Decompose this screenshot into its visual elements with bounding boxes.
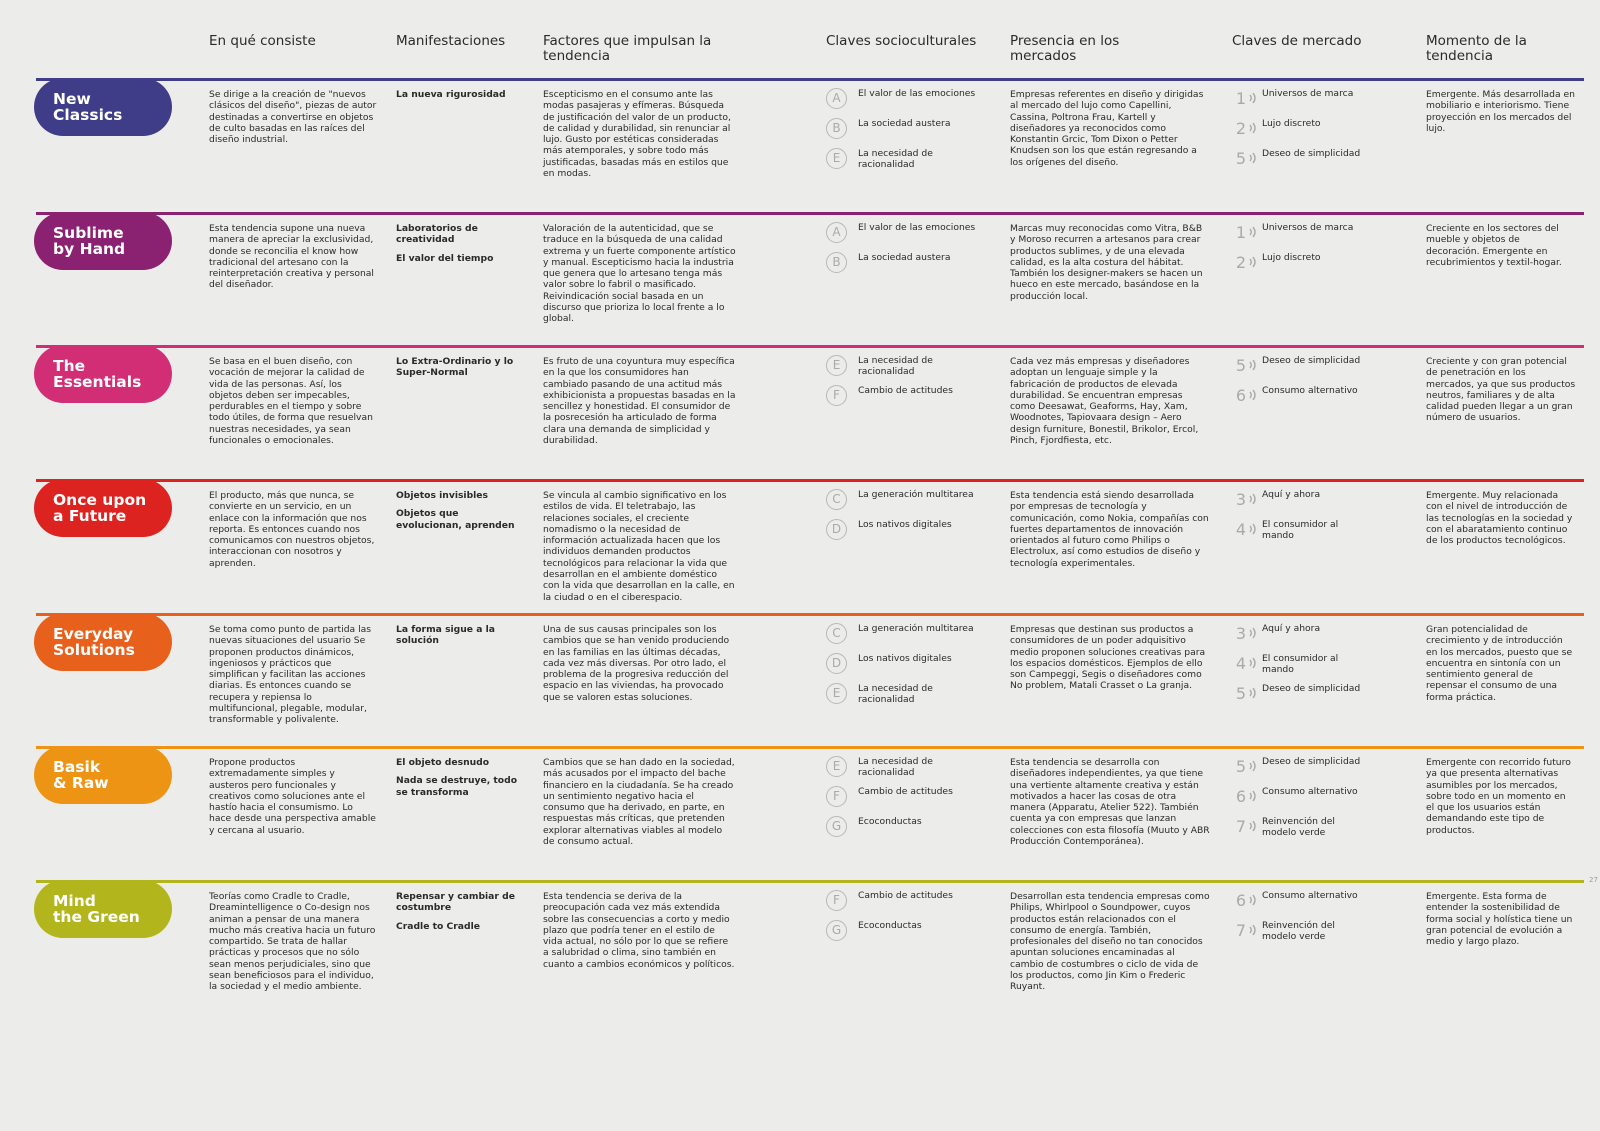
- trend-momento: Emergente. Esta forma de entender la sostenibilidad de forma social y holística tiene un gran potencial de evolución a medio y largo plazo.: [1426, 891, 1573, 948]
- row-divider: [36, 479, 1584, 482]
- key-letter-icon: E: [826, 355, 847, 376]
- manifestacion-item: Repensar y cambiar de costumbre: [396, 891, 515, 914]
- manifestacion-item: Lo Extra-Ordinario y lo Super-Normal: [396, 356, 514, 379]
- key-label: Los nativos digitales: [858, 519, 952, 530]
- key-letter-icon: C: [826, 489, 847, 510]
- signal-waves-icon: [1248, 224, 1260, 244]
- market-key-label: Deseo de simplicidad: [1262, 355, 1361, 366]
- trend-manifestaciones: [396, 757, 526, 805]
- market-key-label: Reinvención del modelo verde: [1262, 920, 1335, 942]
- key-label: Cambio de actitudes: [858, 385, 953, 396]
- trend-name-line2: a Future: [53, 507, 127, 525]
- row-divider: [36, 345, 1584, 348]
- header-desc: En qué consiste: [209, 33, 316, 49]
- market-key-number: 2: [1235, 253, 1246, 272]
- trend-description: Se basa en el buen diseño, con vocación de mejorar la calidad de vida de las personas. Así, los objetos deben ser impecables, perdurables en el tiempo y sobre todo útiles, de forma que resuelvan nuestras necesidades, ya sean funcionales o emocionales.: [209, 356, 373, 447]
- market-key-label: Universos de marca: [1262, 222, 1354, 233]
- signal-waves-icon: [1248, 491, 1260, 511]
- market-key-label: El consumidor al mando: [1262, 519, 1339, 541]
- trend-name-line1: Once upon: [53, 491, 147, 509]
- trend-name-pill: [34, 479, 172, 537]
- manifestacion-item: La forma sigue a la solución: [396, 624, 495, 647]
- trend-presencia: Marcas muy reconocidas como Vitra, B&B y Moroso recurren a artesanos para crear productos sublimes, y de una elevada calidad, es la alta costura del hábitat. También los designer-makers se hacen un hueco en este mercado, basándose en la producción local.: [1010, 223, 1203, 302]
- key-label: La sociedad austera: [858, 252, 951, 263]
- header-presencia: Presencia en los mercados: [1010, 33, 1120, 64]
- market-key-number: 5: [1235, 757, 1246, 776]
- signal-waves-icon: [1248, 120, 1260, 140]
- header-claves-mercado: Claves de mercado: [1232, 33, 1362, 49]
- key-label: La necesidad de racionalidad: [858, 355, 933, 377]
- key-letter-icon: B: [826, 252, 847, 273]
- trend-manifestaciones: [396, 490, 526, 538]
- row-divider: [36, 746, 1584, 749]
- trend-name-line2: & Raw: [53, 774, 109, 792]
- trend-presencia: Desarrollan esta tendencia empresas como Philips, Whirlpool o Soundpower, cuyos productos están relacionados con el consumo de energía. También, profesionales del diseño no tan conocidos apuntan soluciones encaminadas al cambio de costumbres o ciclo de vida de los productos, como Jin Kim o Frederic Ruyant.: [1010, 891, 1210, 993]
- signal-waves-icon: [1248, 818, 1260, 838]
- trend-row: [0, 746, 1600, 876]
- trend-description: Propone productos extremadamente simples y austeros pero funcionales y creativos como soluciones ante el hastío hacia el consumismo. Lo hace desde una perspectiva amable y cercana al usuario.: [209, 757, 376, 836]
- market-key-label: Consumo alternativo: [1262, 385, 1358, 396]
- signal-waves-icon: [1248, 90, 1260, 110]
- key-label: La necesidad de racionalidad: [858, 148, 933, 170]
- signal-waves-icon: [1248, 892, 1260, 912]
- key-label: Ecoconductas: [858, 816, 922, 827]
- key-label: La generación multitarea: [858, 489, 974, 500]
- header-manifestaciones: Manifestaciones: [396, 33, 506, 49]
- trend-description: Se dirige a la creación de "nuevos clásicos del diseño", piezas de autor destinadas a convertirse en objetos de culto basadas en las raíces del diseño industrial.: [209, 89, 377, 146]
- market-key-number: 7: [1235, 921, 1246, 940]
- key-letter-icon: E: [826, 756, 847, 777]
- key-label: Cambio de actitudes: [858, 786, 953, 797]
- market-key-number: 6: [1235, 891, 1246, 910]
- market-key-number: 3: [1235, 490, 1246, 509]
- market-key-label: Lujo discreto: [1262, 118, 1321, 129]
- trend-momento: Emergente con recorrido futuro ya que presenta alternativas asumibles por los mercados, sobre todo en un momento en el que los usuarios están demandando este tipo de productos.: [1426, 757, 1571, 836]
- trend-factores: Se vincula al cambio significativo en los estilos de vida. El teletrabajo, las relaciones sociales, el creciente nomadismo o la necesidad de información actualizada hacen que los individuos demanden productos tecnológicos para relacionar la vida que desarrollan en el ambiente doméstico con la vida que desarrollan en la calle, en la ciudad o en el ciberespacio.: [543, 490, 735, 603]
- market-key-label: Deseo de simplicidad: [1262, 148, 1361, 159]
- trend-factores: Esta tendencia se deriva de la preocupación cada vez más extendida sobre las consecuencias a corto y medio plazo que podría tener en el estilo de vida actual, no sólo por lo que se refiere a salubridad o clima, sino también en cuanto a cambios económicos y políticos.: [543, 891, 735, 970]
- market-key-number: 6: [1235, 787, 1246, 806]
- key-label: Los nativos digitales: [858, 653, 952, 664]
- trend-description: Esta tendencia supone una nueva manera de apreciar la exclusividad, donde se reconcilia el know how tradicional del artesano con la reinterpretación creativa y personal del diseñador.: [209, 223, 374, 291]
- trend-manifestaciones: [396, 356, 526, 386]
- page-number: 27: [1589, 876, 1598, 884]
- trend-name-line1: Mind: [53, 892, 96, 910]
- signal-waves-icon: [1248, 625, 1260, 645]
- market-key-number: 3: [1235, 624, 1246, 643]
- key-label: La generación multitarea: [858, 623, 974, 634]
- signal-waves-icon: [1248, 685, 1260, 705]
- key-letter-icon: E: [826, 148, 847, 169]
- key-letter-icon: D: [826, 519, 847, 540]
- signal-waves-icon: [1248, 150, 1260, 170]
- trend-factores: Es fruto de una coyuntura muy específica en la que los consumidores han cambiado pasando de una actitud más exhibicionista a propuestas basadas en la sencillez y honestidad. El consumidor de la posrecesión ha articulado de forma clara una demanda de simplicidad y durabilidad.: [543, 356, 736, 447]
- market-key-number: 5: [1235, 684, 1246, 703]
- trend-row: [0, 212, 1600, 342]
- trend-name-line1: Everyday: [53, 625, 134, 643]
- key-letter-icon: D: [826, 653, 847, 674]
- market-key-label: Reinvención del modelo verde: [1262, 816, 1335, 838]
- signal-waves-icon: [1248, 788, 1260, 808]
- trend-presencia: Esta tendencia está siendo desarrollada por empresas de tecnología y comunicación, como Nokia, compañías con fuertes departamentos de innovación orientados al futuro como Philips o Electrolux, así como estudios de diseño y tecnología experimentales.: [1010, 490, 1209, 569]
- signal-waves-icon: [1248, 387, 1260, 407]
- trend-name-line2: by Hand: [53, 240, 126, 258]
- trend-manifestaciones: [396, 891, 526, 939]
- market-key-number: 5: [1235, 356, 1246, 375]
- manifestacion-item: El valor del tiempo: [396, 252, 494, 264]
- market-key-number: 1: [1235, 223, 1246, 242]
- trend-manifestaciones: [396, 223, 526, 271]
- trend-momento: Emergente. Más desarrollada en mobiliario e interiorismo. Tiene proyección en los mercados del lujo.: [1426, 89, 1575, 134]
- key-letter-icon: G: [826, 920, 847, 941]
- market-key-label: Aquí y ahora: [1262, 489, 1321, 500]
- trend-name-line2: Essentials: [53, 373, 142, 391]
- trend-name-pill: [34, 345, 172, 403]
- trend-presencia: Empresas que destinan sus productos a consumidores de un poder adquisitivo medio proponen soluciones creativas para los espacios domésticos. Ejemplos de ello son Campeggi, Segis o diseñadores como No problem, Matali Crasset o La granja.: [1010, 624, 1206, 692]
- manifestacion-item: Laboratorios de creatividad: [396, 223, 478, 246]
- trend-factores: Cambios que se han dado en la sociedad, más acusados por el impacto del bache financiero en la ciudadanía. Se ha creado un sentimiento negativo hacia el consumo que ha derivado, en parte, en respuestas más críticas, que pretenden explorar alternativas viables al modelo de consumo actual.: [543, 757, 735, 848]
- trend-manifestaciones: [396, 89, 526, 107]
- trend-presencia: Esta tendencia se desarrolla con diseñadores independientes, ya que tiene una vertiente altamente creativa y están motivados a hacer las cosas de otra manera (Apparatu, Atelier 522). También cuenta ya con empresas que lanzan colecciones con esta filosofía (Muuto y ABR Producción Contemporánea).: [1010, 757, 1210, 848]
- market-key-label: Deseo de simplicidad: [1262, 683, 1361, 694]
- trend-name-line1: The: [53, 357, 86, 375]
- trend-row: [0, 479, 1600, 609]
- market-key-label: Deseo de simplicidad: [1262, 756, 1361, 767]
- trend-name-line2: Solutions: [53, 641, 135, 659]
- market-key-label: Consumo alternativo: [1262, 890, 1358, 901]
- market-key-number: 5: [1235, 149, 1246, 168]
- trend-name-pill: [34, 212, 172, 270]
- trend-name-pill: [34, 613, 172, 671]
- signal-waves-icon: [1248, 922, 1260, 942]
- header-claves-socioculturales: Claves socioculturales: [826, 33, 977, 49]
- signal-waves-icon: [1248, 254, 1260, 274]
- trend-description: El producto, más que nunca, se convierte en un servicio, en un enlace con la información que nos reporta. Es entonces cuando nos comunicamos con nuestros objetos, interaccionan con nosotros y aprenden.: [209, 490, 375, 569]
- trend-factores: Valoración de la autenticidad, que se traduce en la búsqueda de una calidad extrema y un fuerte componente artístico y manual. Escepticismo hacia la industria que genera que lo artesano tenga más valor sobre lo fabril o masificado. Reivindicación social basada en un discurso que prioriza lo local frente a lo global.: [543, 223, 736, 325]
- market-key-label: Universos de marca: [1262, 88, 1354, 99]
- trend-name-line2: the Green: [53, 908, 140, 926]
- key-letter-icon: F: [826, 786, 847, 807]
- trend-momento: Emergente. Muy relacionada con el nivel de introducción de las tecnologías en la sociedad y con el abaratamiento continuo de los productos tecnológicos.: [1426, 490, 1573, 547]
- market-key-number: 7: [1235, 817, 1246, 836]
- trend-factores: Escepticismo en el consumo ante las modas pasajeras y efímeras. Búsqueda de justificación del valor de un producto, de calidad y durabilidad, sin renunciar al lujo. Gusto por estéticas consideradas más atemporales, y sobre todo más justificadas, basadas más en estilos que en modas.: [543, 89, 731, 180]
- header-momento: Momento de la tendencia: [1426, 33, 1527, 64]
- key-letter-icon: F: [826, 890, 847, 911]
- market-key-number: 6: [1235, 386, 1246, 405]
- market-key-number: 1: [1235, 89, 1246, 108]
- market-key-label: Consumo alternativo: [1262, 786, 1358, 797]
- manifestacion-item: Cradle to Cradle: [396, 920, 480, 932]
- trend-row: [0, 880, 1600, 1010]
- key-label: Ecoconductas: [858, 920, 922, 931]
- header-factores: Factores que impulsan la tendencia: [543, 33, 712, 64]
- manifestacion-item: Objetos que evolucionan, aprenden: [396, 508, 515, 531]
- key-label: La sociedad austera: [858, 118, 951, 129]
- trend-name-pill: [34, 880, 172, 938]
- key-label: La necesidad de racionalidad: [858, 683, 933, 705]
- trend-name-line1: New: [53, 90, 91, 108]
- trend-factores: Una de sus causas principales son los cambios que se han venido produciendo en las familias en las últimas décadas, cada vez más diversas. Por otro lado, el problema de la progresiva reducción del espacio en las viviendas, ha provocado que se valoren estas soluciones.: [543, 624, 730, 703]
- manifestacion-item: El objeto desnudo: [396, 757, 490, 768]
- signal-waves-icon: [1248, 521, 1260, 541]
- market-key-number: 4: [1235, 520, 1246, 539]
- market-key-number: 4: [1235, 654, 1246, 673]
- trend-momento: Creciente y con gran potencial de penetración en los mercados, ya que sus productos neutros, familiares y de alta calidad pueden llegar a un gran número de usuarios.: [1426, 356, 1576, 424]
- trend-name-pill: [34, 78, 172, 136]
- trend-presencia: Empresas referentes en diseño y dirigidas al mercado del lujo como Capellini, Cassina, Poltrona Frau, Kartell y diseñadores ya reconocidos como Konstantin Grcic, Tom Dixon o Petter Knudsen son los que están regresando a los orígenes del diseño.: [1010, 89, 1204, 168]
- key-label: Cambio de actitudes: [858, 890, 953, 901]
- trend-name-line2: Classics: [53, 106, 123, 124]
- trend-name-line1: Sublime: [53, 224, 124, 242]
- manifestacion-item: Objetos invisibles: [396, 490, 489, 501]
- key-letter-icon: A: [826, 222, 847, 243]
- row-divider: [36, 212, 1584, 215]
- market-key-label: El consumidor al mando: [1262, 653, 1339, 675]
- key-letter-icon: E: [826, 683, 847, 704]
- market-key-number: 2: [1235, 119, 1246, 138]
- key-letter-icon: G: [826, 816, 847, 837]
- trend-manifestaciones: [396, 624, 526, 654]
- trend-row: [0, 78, 1600, 208]
- trend-description: Teorías como Cradle to Cradle, Dreamintelligence o Co-design nos animan a pensar de una manera mucho más creativa hacia un futuro compartido. Se trata de hallar prácticas y procesos que no sólo sean menos perjudiciales, sino que sean beneficiosos para el individuo, la sociedad y el medio ambiente.: [209, 891, 376, 993]
- trend-presencia: Cada vez más empresas y diseñadores adoptan un lenguaje simple y la fabricación de productos de elevada durabilidad. Se encuentran empresas como Deesawat, Geaforms, Hay, Xam, Woodnotes, Tapiovaara design – Aero design furniture, Bonestil, Brikolor, Ercol, Pinch, Fjordfiesta, etc.: [1010, 356, 1199, 447]
- trend-momento: Gran potencialidad de crecimiento y de introducción en los mercados, puesto que se encuentra en sintonía con un sentimiento general de repensar el consumo de una forma práctica.: [1426, 624, 1573, 703]
- manifestacion-item: La nueva rigurosidad: [396, 89, 506, 100]
- trend-description: Se toma como punto de partida las nuevas situaciones del usuario Se proponen productos dinámicos, ingeniosos y prácticos que simplifican y facilitan las acciones diarias. Es entonces cuando se recupera y repiensa lo multifuncional, plegable, modular, transformable y polivalente.: [209, 624, 372, 726]
- trend-name-line1: Basik: [53, 758, 101, 776]
- trend-row: [0, 345, 1600, 475]
- key-label: El valor de las emociones: [858, 222, 976, 233]
- trend-row: [0, 613, 1600, 743]
- key-label: La necesidad de racionalidad: [858, 756, 933, 778]
- trend-name-pill: [34, 746, 172, 804]
- market-key-label: Lujo discreto: [1262, 252, 1321, 263]
- row-divider: [36, 880, 1584, 883]
- key-letter-icon: B: [826, 118, 847, 139]
- key-label: El valor de las emociones: [858, 88, 976, 99]
- trend-momento: Creciente en los sectores del mueble y objetos de decoración. Emergente en recubrimientos y textil-hogar.: [1426, 223, 1562, 268]
- row-divider: [36, 78, 1584, 81]
- market-key-label: Aquí y ahora: [1262, 623, 1321, 634]
- key-letter-icon: F: [826, 385, 847, 406]
- key-letter-icon: C: [826, 623, 847, 644]
- signal-waves-icon: [1248, 655, 1260, 675]
- key-letter-icon: A: [826, 88, 847, 109]
- signal-waves-icon: [1248, 357, 1260, 377]
- signal-waves-icon: [1248, 758, 1260, 778]
- manifestacion-item: Nada se destruye, todo se transforma: [396, 775, 518, 798]
- row-divider: [36, 613, 1584, 616]
